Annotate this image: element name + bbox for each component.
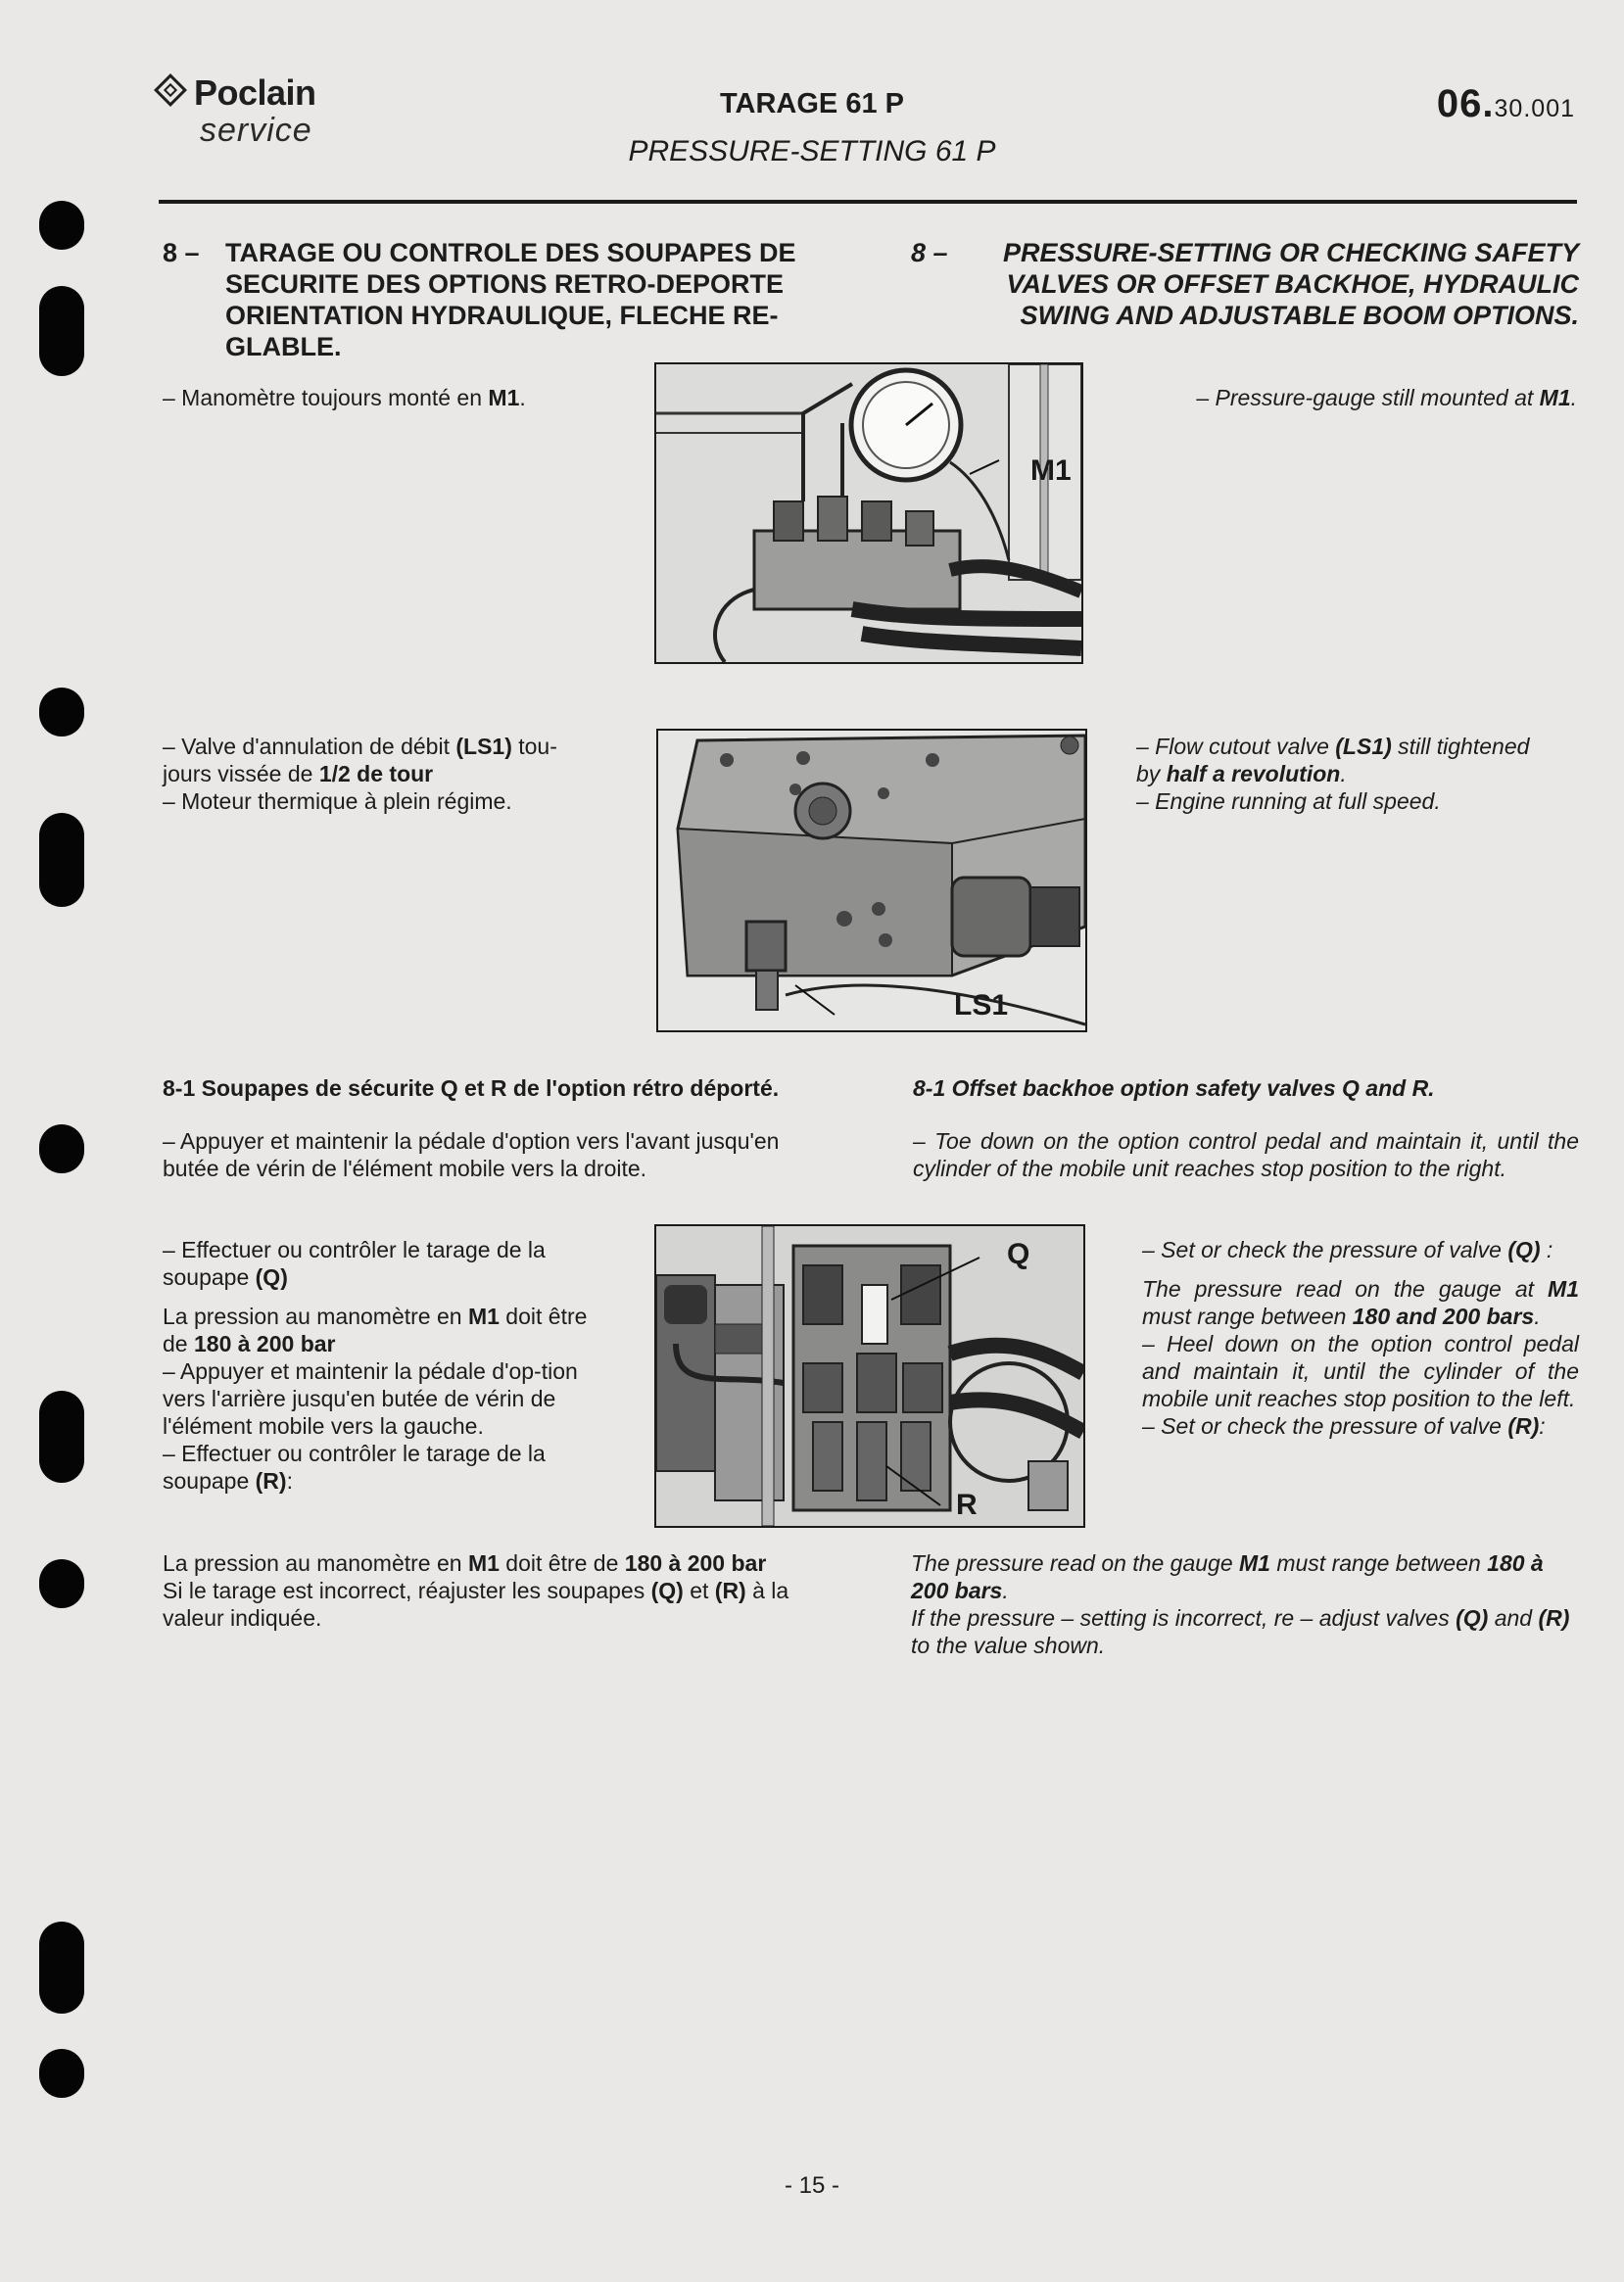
valve-q-r-steps-fr [163, 1236, 594, 1495]
binder-hole [39, 1391, 84, 1483]
valve-step-en: – Flow cutout valve (LS1) still tightened by half a revolution. – Engine running at full speed. [1136, 734, 1530, 814]
pressure-requirement-fr: La pression au manomètre en M1 doit être de 180 à 200 bar [163, 1304, 588, 1356]
figure-pressure-gauge [654, 362, 1083, 664]
header-rule [159, 200, 1577, 204]
page-number: - 15 - [784, 2172, 839, 2199]
page-subtitle: PRESSURE-SETTING 61 P [628, 135, 996, 167]
pedal-forward-step-fr: – Appuyer et maintenir la pédale d'option vers l'avant jusqu'en butée de vérin de l'élément mobile vers la droite. [163, 1128, 780, 1181]
figure-flow-cutout-valve [656, 729, 1087, 1032]
brand-subtitle: service [200, 112, 312, 149]
set-valve-r-step-fr: – Effectuer ou contrôler le tarage de la soupape (R): [163, 1441, 546, 1494]
binder-hole [39, 286, 84, 376]
final-check-fr: La pression au manomètre en M1 doit être de 180 à 200 bar Si le tarage est incorrect, réajuster les soupapes (Q) et (R) à la valeur indiquée. [163, 1550, 789, 1631]
binder-hole [39, 688, 84, 737]
binder-hole [39, 813, 84, 907]
section-8-1-heading-fr: 8-1 Soupapes de sécurite Q et R de l'option rétro déporté. [163, 1075, 780, 1101]
section-8-heading-fr: TARAGE OU CONTROLE DES SOUPAPES DE SECURITE DES OPTIONS RETRO-DEPORTE ORIENTATION HYDRAULIQUE, FLECHE RE-GLABLE. [225, 238, 796, 361]
page-title: TARAGE 61 P [719, 88, 904, 119]
brand-logo: Poclain [159, 72, 316, 114]
gauge-step-en: – Pressure-gauge still mounted at M1. [1196, 385, 1577, 410]
pedal-backward-step-fr: – Appuyer et maintenir la pédale d'op-tion vers l'arrière jusqu'en butée de vérin de l'élément mobile vers la gauche. [163, 1358, 578, 1439]
gauge-step-fr: – Manomètre toujours monté en M1. [163, 385, 526, 410]
set-valve-r-step-en: – Set or check the pressure of valve (R): [1142, 1413, 1546, 1439]
set-valve-q-step-en: – Set or check the pressure of valve (Q) : [1142, 1237, 1553, 1262]
ls1-illustration [658, 731, 1085, 1030]
valve-q-r-steps-en [1142, 1236, 1579, 1440]
figure-safety-valves-q-r [654, 1224, 1085, 1528]
final-check-en: The pressure read on the gauge M1 must range between 180 à 200 bars. If the pressure – setting is incorrect, re – adjust valves (Q) and (R) to the value shown. [911, 1550, 1570, 1658]
binder-hole [39, 1124, 84, 1173]
section-8-1-heading-en: 8-1 Offset backhoe option safety valves Q and R. [913, 1075, 1435, 1101]
section-8-heading-en: PRESSURE-SETTING OR CHECKING SAFETY VALVES OR OFFSET BACKHOE, HYDRAULIC SWING AND ADJUSTABLE BOOM OPTIONS. [1002, 238, 1579, 330]
ls1-label: LS1 [954, 989, 1009, 1022]
q-label: Q [1007, 1238, 1030, 1270]
section-8-number-fr: 8 – [163, 238, 200, 267]
pedal-backward-step-en: – Heel down on the option control pedal and maintain it, until the cylinder of the mobile unit reaches stop position to the left. [1142, 1331, 1579, 1411]
gauge-illustration [656, 364, 1081, 662]
m1-label: M1 [1030, 454, 1072, 487]
document-number: 06.30.001 [1436, 82, 1575, 125]
binder-hole [39, 201, 84, 250]
binder-hole [39, 1559, 84, 1608]
binder-hole [39, 1922, 84, 2014]
pedal-forward-step-en: – Toe down on the option control pedal and maintain it, until the cylinder of the mobile unit reaches stop position to the right. [913, 1128, 1579, 1181]
section-8-number-en: 8 – [911, 238, 948, 267]
set-valve-q-step-fr: – Effectuer ou contrôler le tarage de la soupape (Q) [163, 1237, 546, 1290]
valve-step-fr: – Valve d'annulation de débit (LS1) tou- jours vissée de 1/2 de tour – Moteur thermique à plein régime. [163, 734, 557, 814]
r-label: R [956, 1489, 978, 1521]
binder-hole [39, 2049, 84, 2098]
pressure-requirement-en: The pressure read on the gauge at M1 must range between 180 and 200 bars. [1142, 1276, 1579, 1329]
